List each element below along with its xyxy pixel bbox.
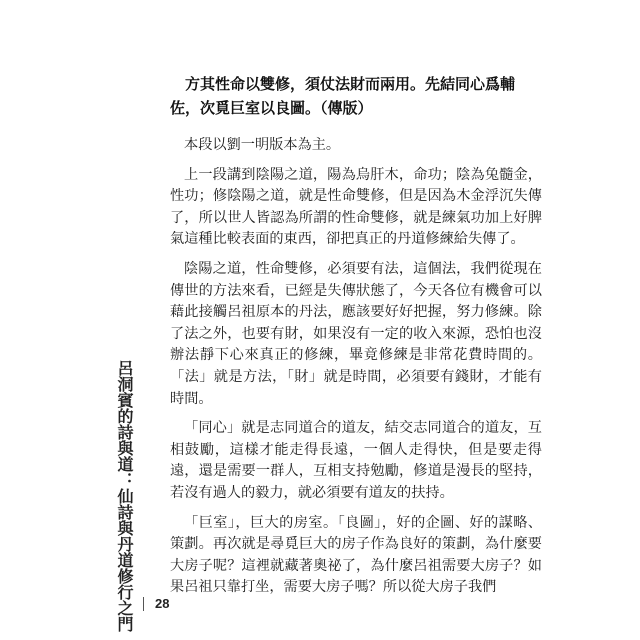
paragraph-4: 「同心」就是志同道合的道友，結交志同道合的道友，互相鼓勵，這樣才能走得長遠，一個人走得快，但是要走得遠，還是需要一群人，互相支持勉勵，修道是漫長的堅持，若沒有過人的毅力，就必須要有道友的扶持。 (170, 420, 542, 501)
paragraph-3: 陰陽之道，性命雙修，必須要有法，這個法，我們從現在傳世的方法來看，已經是失傳狀態了，今天各位有機會可以藉此接觸呂祖原本的丹法，應該要好好把握，努力修練。除了法之外，也要有財，如果沒有一定的收入來源，恐怕也沒辦法靜下心來真正的修練，畢竟修練是非常花費時間的。「法」就是方法，「財」就是時間，必須要有錢財，才能有時間。 (170, 260, 542, 407)
commentary-body (170, 135, 542, 607)
page-number: 28 (155, 596, 170, 611)
running-title: 呂洞賓的詩與道：仙詩與丹道修行之門 (115, 360, 134, 632)
paragraph-5: 「巨室」，巨大的房室。「良圖」，好的企圖、好的謀略、策劃。再次就是尋覓巨大的房子作為良好的策劃，為什麼要大房子呢？這裡就藏著奧祕了，為什麼呂祖需要大房子？如果呂祖只靠打坐，需要大房子嗎？所以從大房子我們 (170, 514, 542, 596)
paragraph-1: 本段以劉一明版本為主。 (184, 137, 341, 153)
page-number-divider (143, 597, 144, 611)
paragraph-2: 上一段講到陰陽之道，陽為烏肝木，命功；陰為兔髓金，性功；修陰陽之道，就是性命雙修，但是因為木金浮沉失傳了，所以世人皆認為所謂的性命雙修，就是練氣功加上好脾氣這種比較表面的東西，卻把真正的丹道修練給失傳了。 (170, 166, 542, 248)
quote-line-2: 佐，次覓巨室以良圖。（傳版） (170, 99, 373, 117)
quote-line-1: 方其性命以雙修，須仗法財而兩用。先結同心爲輔 (185, 75, 516, 93)
classical-quote (170, 72, 550, 120)
